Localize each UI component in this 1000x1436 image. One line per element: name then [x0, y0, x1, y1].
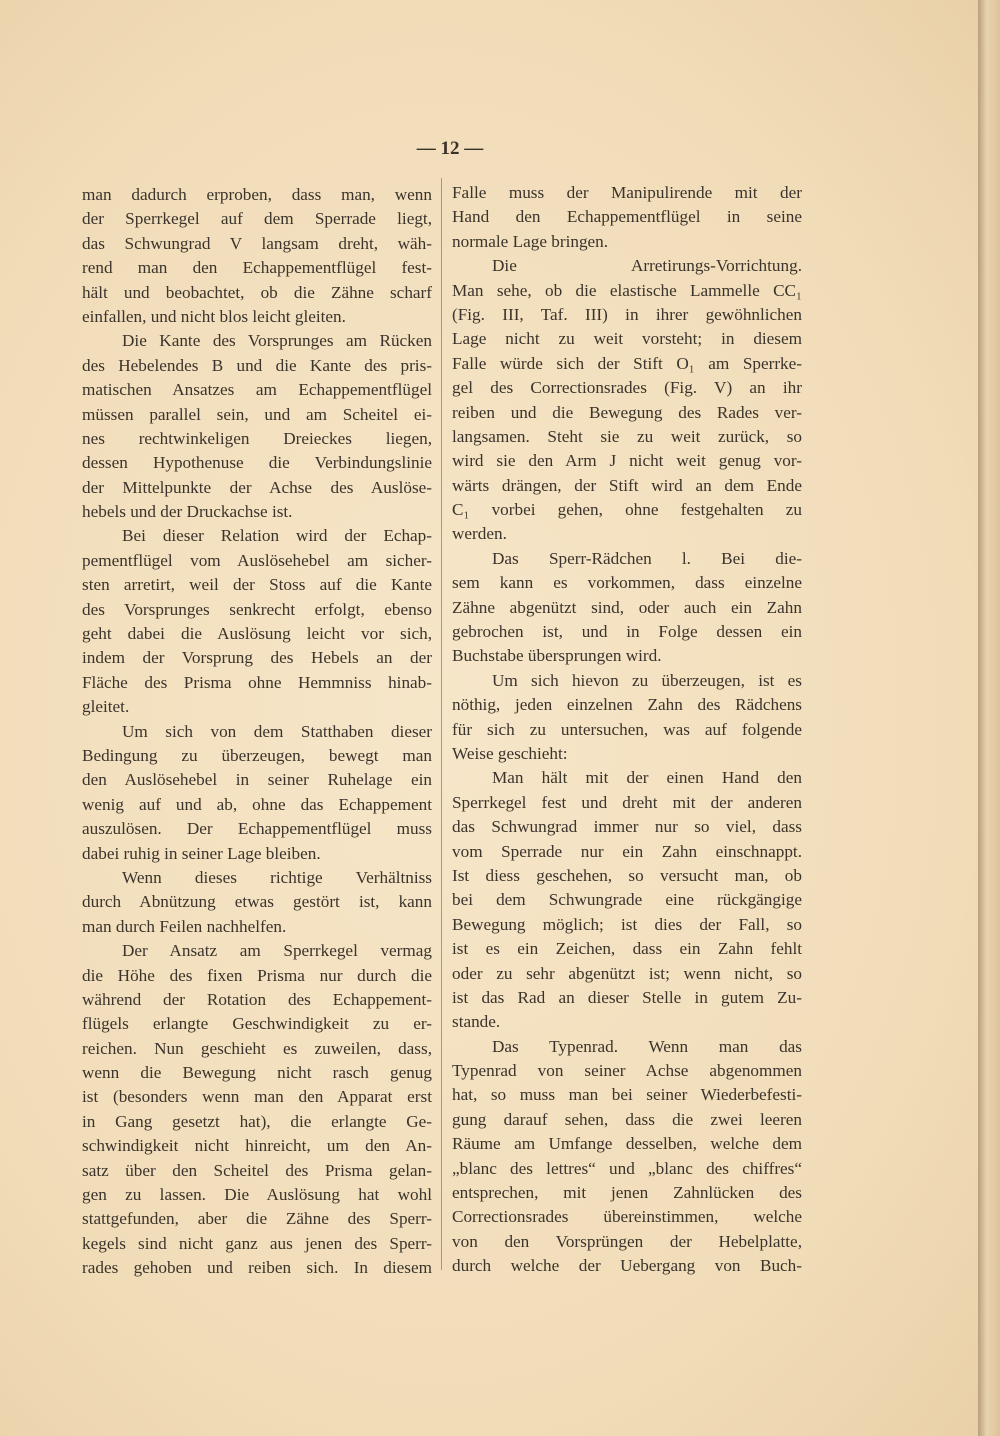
text-line: nöthig, jeden einzelnen Zahn des Rädchens — [452, 695, 802, 715]
text-line: durch welche der Uebergang von Buch- — [452, 1256, 802, 1276]
text-line: indem der Vorsprung des Hebels an der — [82, 648, 432, 668]
text-line: gen zu lassen. Die Auslösung hat wohl — [82, 1185, 432, 1205]
text-line: Correctionsrades übereinstimmen, welche — [452, 1207, 802, 1227]
text-line: dessen Hypothenuse die Verbindungslinie — [82, 453, 432, 473]
text-line: ist (besonders wenn man den Apparat erst — [82, 1087, 432, 1107]
text-line: während der Rotation des Echappement- — [82, 989, 432, 1009]
text-line: das Schwungrad V langsam dreht, wäh- — [82, 233, 432, 253]
text-line: reichen. Nun geschieht es zuweilen, dass, — [82, 1038, 432, 1058]
paragraph — [82, 524, 432, 719]
text-line: dabei ruhig in seiner Lage bleiben. — [82, 843, 321, 863]
text-line: Die Arretirungs-Vorrichtung. — [492, 256, 802, 276]
text-line: müssen parallel sein, und am Scheitel ei- — [82, 404, 432, 424]
paragraph — [82, 329, 432, 524]
left-column — [82, 183, 432, 1281]
paragraph — [452, 766, 802, 1034]
paragraph — [452, 1035, 802, 1279]
column-divider — [441, 178, 442, 1270]
text-line: Falle muss der Manipulirende mit der — [452, 183, 802, 202]
text-line: stattgefunden, aber die Zähne des Sperr- — [82, 1209, 432, 1229]
text-line: Lage nicht zu weit vorsteht; in diesem — [452, 329, 802, 349]
text-line: wenig auf und ab, ohne das Echappement — [82, 794, 432, 814]
text-line: den Auslösehebel in seiner Ruhelage ein — [82, 770, 432, 790]
paragraph — [452, 547, 802, 669]
text-line: langsamen. Steht sie zu weit zurück, so — [452, 426, 802, 446]
text-line: man durch Feilen nachhelfen. — [82, 916, 287, 936]
text-line: Bedingung zu überzeugen, bewegt man — [82, 745, 432, 765]
text-line: gel des Correctionsrades (Fig. V) an ihr — [452, 378, 802, 398]
text-line: der Sperrkegel auf dem Sperrade liegt, — [82, 209, 432, 229]
paragraph — [452, 181, 802, 254]
text-line: „blanc des lettres“ und „blanc des chiffres“ — [452, 1158, 802, 1178]
text-line: normale Lage bringen. — [452, 231, 609, 251]
text-line: Sperrkegel fest und dreht mit der anderen — [452, 792, 802, 812]
text-line: werden. — [452, 524, 507, 544]
text-line: wird sie den Arm J nicht weit genug vor- — [452, 451, 802, 471]
text-line: sem kann es vorkommen, dass einzelne — [452, 573, 802, 593]
text-line: bei dem Schwungrade eine rückgängige — [452, 890, 802, 910]
text-line: oder zu sehr abgenützt ist; wenn nicht, so — [452, 963, 802, 983]
text-line: Das Typenrad. Wenn man das — [492, 1036, 802, 1056]
text-line: Um sich von dem Statthaben dieser — [122, 721, 432, 741]
paragraph — [82, 866, 432, 939]
text-line: hebels und der Druckachse ist. — [82, 502, 293, 522]
text-line: ist das Rad an dieser Stelle in gutem Zu- — [452, 987, 802, 1007]
paragraph — [452, 254, 802, 547]
text-line: ist es ein Zeichen, dass ein Zahn fehlt — [452, 939, 802, 959]
text-line: stande. — [452, 1012, 501, 1032]
text-line: Man sehe, ob die elastische Lammelle CC₁ — [452, 280, 802, 300]
text-line: Zähne abgenützt sind, oder auch ein Zahn — [452, 597, 802, 617]
text-line: gebrochen ist, und in Folge dessen ein — [452, 622, 802, 642]
text-line: auszulösen. Der Echappementflügel muss — [82, 819, 432, 839]
text-line: hält und beobachtet, ob die Zähne scharf — [82, 282, 432, 302]
text-line: Buchstabe übersprungen wird. — [452, 646, 662, 666]
text-line: Die Kante des Vorsprunges am Rücken — [122, 331, 432, 351]
text-line: sten arretirt, weil der Stoss auf die Kante — [82, 575, 432, 595]
text-line: geht dabei die Auslösung leicht vor sich, — [82, 624, 432, 644]
text-line: Hand den Echappementflügel in seine — [452, 207, 802, 227]
text-line: in Gang gesetzt hat), die erlangte Ge- — [82, 1111, 432, 1131]
text-line: gleitet. — [82, 697, 130, 717]
text-line: Wenn dieses richtige Verhältniss — [122, 867, 432, 887]
text-line: reiben und die Bewegung des Rades ver- — [452, 402, 802, 422]
paragraph — [452, 669, 802, 767]
text-line: Bewegung möglich; ist dies der Fall, so — [452, 914, 802, 934]
text-line: des Hebelendes B und die Kante des pris- — [82, 355, 432, 375]
text-line: rend man den Echappementflügel fest- — [82, 258, 432, 278]
text-line: der Mittelpunkte der Achse des Auslöse- — [82, 477, 432, 497]
text-line: einfallen, und nicht blos leicht gleiten. — [82, 306, 346, 326]
text-line: Um sich hievon zu überzeugen, ist es — [492, 670, 802, 690]
text-line: das Schwungrad immer nur so viel, dass — [452, 817, 802, 837]
text-line: gung darauf sehen, dass die zwei leeren — [452, 1109, 802, 1129]
text-line: kegels sind nicht ganz aus jenen des Sperr- — [82, 1233, 432, 1253]
text-line: vom Sperrade nur ein Zahn einschnappt. — [452, 841, 802, 861]
text-line: des Vorsprunges senkrecht erfolgt, ebenso — [82, 599, 432, 619]
text-line: rades gehoben und reiben sich. In diesem — [82, 1258, 432, 1278]
paragraph — [82, 183, 432, 329]
text-line: von den Vorsprüngen der Hebelplatte, — [452, 1231, 802, 1251]
text-line: entsprechen, mit jenen Zahnlücken des — [452, 1183, 802, 1203]
text-line: die Höhe des fixen Prisma nur durch die — [82, 965, 432, 985]
text-line: Bei dieser Relation wird der Echap- — [122, 526, 432, 546]
text-line: man dadurch erproben, dass man, wenn — [82, 185, 432, 204]
text-line: satz über den Scheitel des Prisma gelan- — [82, 1160, 432, 1180]
text-line: Fläche des Prisma ohne Hemmniss hinab- — [82, 672, 432, 692]
text-line: Typenrad von seiner Achse abgenommen — [452, 1061, 802, 1081]
text-line: matischen Ansatzes am Echappementflügel — [82, 380, 432, 400]
adjacent-page-edge — [978, 0, 1000, 1436]
right-column — [452, 181, 802, 1279]
text-line: (Fig. III, Taf. III) in ihrer gewöhnlichen — [452, 304, 802, 324]
text-line: nes rechtwinkeligen Dreieckes liegen, — [82, 428, 432, 448]
text-line: schwindigkeit nicht hinreicht, um den An- — [82, 1136, 432, 1156]
text-line: durch Abnützung etwas gestört ist, kann — [82, 892, 432, 912]
text-line: für sich zu untersuchen, was auf folgende — [452, 719, 802, 739]
text-line: Weise geschieht: — [452, 743, 568, 763]
text-line: wenn die Bewegung nicht rasch genug — [82, 1063, 432, 1083]
text-line: Falle würde sich der Stift O₁ am Sperrke- — [452, 353, 802, 373]
paragraph — [82, 720, 432, 866]
text-line: pementflügel vom Auslösehebel am sicher- — [82, 550, 432, 570]
text-line: hat, so muss man bei seiner Wiederbefesti- — [452, 1085, 802, 1105]
text-line: flügels erlangte Geschwindigkeit zu er- — [82, 1014, 432, 1034]
page-number: — 12 — — [416, 138, 484, 159]
text-line: wärts drängen, der Stift wird an dem Ende — [452, 475, 802, 495]
paragraph — [82, 939, 432, 1280]
text-line: Das Sperr-Rädchen l. Bei die- — [492, 548, 802, 568]
text-line: Der Ansatz am Sperrkegel vermag — [122, 941, 432, 961]
text-line: Räume am Umfange desselben, welche dem — [452, 1134, 802, 1154]
text-line: C₁ vorbei gehen, ohne festgehalten zu — [452, 500, 802, 520]
text-line: Ist diess geschehen, so versucht man, ob — [452, 865, 802, 885]
text-line: Man hält mit der einen Hand den — [492, 768, 802, 788]
